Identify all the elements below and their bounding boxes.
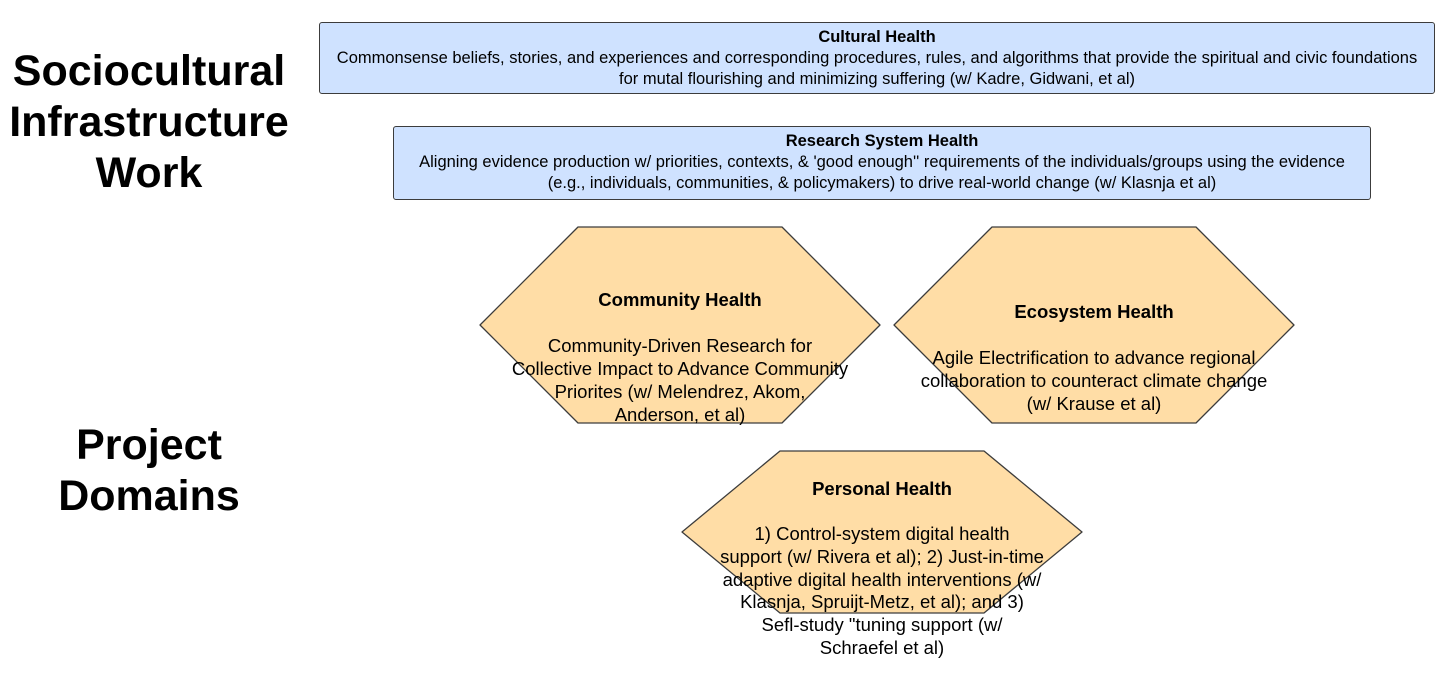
community-health-text <box>480 265 880 449</box>
personal-health-text <box>682 455 1082 682</box>
research-system-health-description: Aligning evidence production w/ priorities, contexts, & 'good enough'' requirements of the individuals/groups using the evidence (e.g., individuals, communities, & policymakers) to drive real-world change (w/ Klasnja et al) <box>419 153 1345 192</box>
community-health-title: Community Health <box>598 289 762 310</box>
community-health-description: Community-Driven Research for Collective Impact to Advance Community Priorites (w/ Melendrez, Akom, Anderson, et al) <box>511 335 849 425</box>
ecosystem-health-title: Ecosystem Health <box>1014 301 1174 322</box>
sociocultural-infrastructure-label: Sociocultural Infrastructure Work <box>9 47 289 197</box>
research-system-health-title: Research System Health <box>785 132 979 150</box>
ecosystem-health-text <box>894 277 1294 438</box>
personal-health-description: 1) Control-system digital health support (w/ Rivera et al); 2) Just-in-time adaptive digital health interventions (w/ Klasnja, Spruijt-Metz, et al); and 3) Sefl-study "tuning support (w/ Schraefel et al) <box>720 523 1044 658</box>
ecosystem-health-description: Agile Electrification to advance regional collaboration to counteract climate change (w/ Krause et al) <box>920 347 1268 414</box>
cultural-health-description: Commonsense beliefs, stories, and experiences and corresponding procedures, rules, and algorithms that provide the spiritual and civic foundations for mutal flourishing and minimizing suffering (w/ Kadre, Gidwani, et al) <box>336 49 1418 88</box>
personal-health-title: Personal Health <box>812 477 952 499</box>
cultural-health-title: Cultural Health <box>818 28 936 46</box>
project-domains-label: Project Domains <box>58 421 240 520</box>
